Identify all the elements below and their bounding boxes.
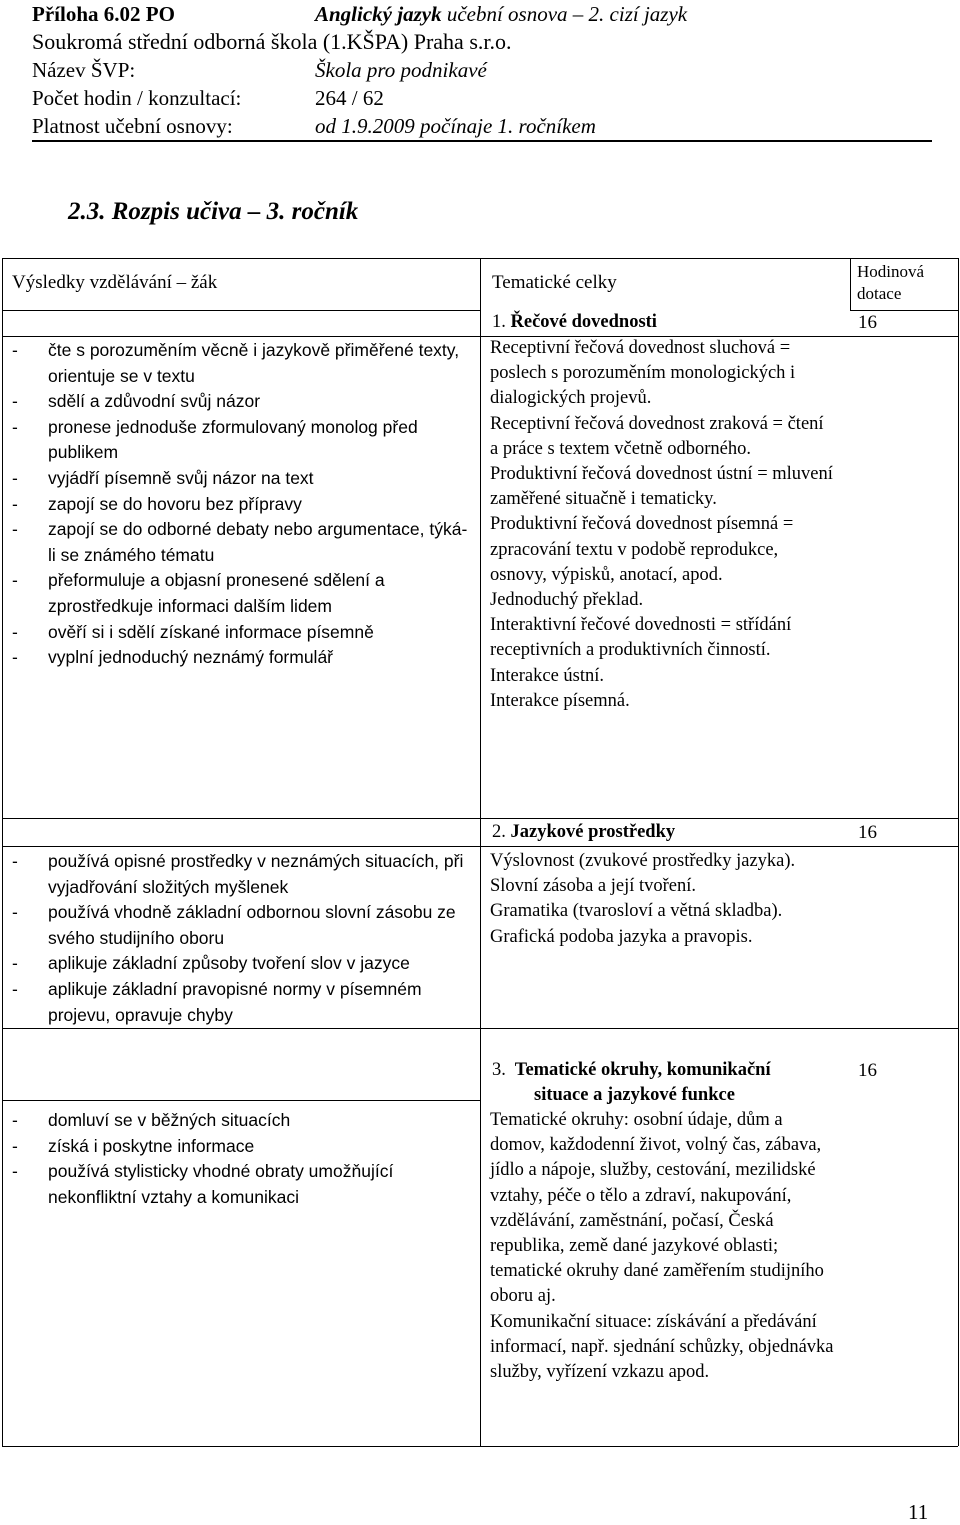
unit-3-name-line1: Tematické okruhy, komunikační bbox=[514, 1060, 771, 1080]
unit-1-number: 1. bbox=[492, 312, 506, 332]
column-divider-2 bbox=[850, 258, 851, 310]
row1-top-left bbox=[2, 336, 480, 337]
list-item: - domluví se v běžných situacích bbox=[12, 1108, 474, 1134]
list-item: - aplikuje základní způsoby tvoření slov v jazyce bbox=[12, 951, 474, 977]
header-hours-line1: Hodinová bbox=[857, 262, 925, 281]
unit-3-name-line2: situace a jazykové funkce bbox=[534, 1085, 735, 1105]
column-divider-1 bbox=[480, 258, 481, 1446]
table-bottom-border bbox=[2, 1446, 958, 1447]
unit-2-content bbox=[490, 849, 836, 950]
header-hours bbox=[857, 261, 924, 305]
unit-2-outcomes bbox=[12, 849, 474, 1028]
subject-description: učební osnova – 2. cizí jazyk bbox=[441, 2, 688, 26]
unit-3-outcomes bbox=[12, 1108, 474, 1210]
unit-3-number: 3. bbox=[492, 1060, 506, 1080]
hours-label: Počet hodin / konzultací: bbox=[32, 86, 242, 110]
validity-label: Platnost učební osnovy: bbox=[32, 114, 233, 138]
content-paragraph: Receptivní řečová dovednost sluchová = poslech s porozuměním monologických i dialogických projevů. bbox=[490, 338, 796, 409]
list-item: - používá opisné prostředky v neznámých situacích, při vyjadřování složitých myšlenek bbox=[12, 849, 474, 900]
content-paragraph: Produktivní řečová dovednost ústní = mluvení zaměřené situačně i tematicky. bbox=[490, 464, 833, 510]
content-paragraph: Komunikační situace: získávání a předávání informací, např. sjednání schůzky, objednávka služby, vyřízení vzkazu apod. bbox=[490, 1311, 834, 1383]
list-item: - přeformuluje a objasní pronesené sdělení a zprostředkuje informaci dalším lidem bbox=[12, 568, 474, 619]
validity-value: od 1.9.2009 počínaje 1. ročníkem bbox=[315, 114, 596, 138]
unit-2-hours: 16 bbox=[858, 822, 877, 843]
list-item: - používá stylisticky vhodné obraty umožňující nekonfliktní vztahy a komunikaci bbox=[12, 1159, 474, 1210]
row2-top-right bbox=[480, 846, 958, 847]
page-number: 11 bbox=[908, 1500, 929, 1524]
list-item: - čte s porozuměním věcně i jazykově přiměřené texty, orientuje se v textu bbox=[12, 338, 474, 389]
content-paragraph: Interakce ústní. bbox=[490, 665, 605, 686]
content-paragraph: Jednoduchý překlad. bbox=[490, 590, 644, 611]
content-paragraph: Produktivní řečová dovednost písemná = zpracování textu v podobě reprodukce, osnovy, výpisků, anotací, apod. bbox=[490, 514, 794, 585]
unit-2-name: Jazykové prostředky bbox=[510, 822, 676, 842]
list-item: - ověří si i sdělí získané informace písemně bbox=[12, 620, 474, 646]
unit-3-hours: 16 bbox=[858, 1060, 877, 1081]
list-item: - pronese jednoduše zformulovaný monolog před publikem bbox=[12, 415, 474, 466]
content-paragraph: Grafická podoba jazyka a pravopis. bbox=[490, 926, 753, 947]
content-paragraph: Receptivní řečová dovednost zraková = čtení a práce s textem včetně odborného. bbox=[490, 413, 824, 459]
unit-2-number: 2. bbox=[492, 822, 506, 842]
list-item: - zapojí se do odborné debaty nebo argumentace, týká-li se známého tématu bbox=[12, 517, 474, 568]
content-paragraph: Slovní zásoba a její tvoření. bbox=[490, 876, 697, 897]
list-item: - aplikuje základní pravopisné normy v písemném projevu, opravuje chyby bbox=[12, 977, 474, 1028]
row3-top-left bbox=[2, 1100, 480, 1101]
table-right-border bbox=[958, 258, 959, 1446]
content-paragraph: Interaktivní řečové dovednosti = střídání receptivních a produktivních činností. bbox=[490, 615, 792, 661]
content-paragraph: Interakce písemná. bbox=[490, 690, 630, 711]
svp-value: Škola pro podnikavé bbox=[315, 58, 487, 82]
school-name: Soukromá střední odborná škola (1.KŠPA) Praha s.r.o. bbox=[32, 29, 512, 54]
list-item: - vyplní jednoduchý neznámý formulář bbox=[12, 645, 474, 671]
content-paragraph: Výslovnost (zvukové prostředky jazyka). bbox=[490, 851, 796, 871]
hours-value: 264 / 62 bbox=[315, 86, 384, 110]
svp-label: Název ŠVP: bbox=[32, 58, 136, 82]
unit-1-hours: 16 bbox=[858, 312, 877, 333]
attachment-label: Příloha 6.02 PO bbox=[32, 2, 175, 26]
header-outcomes: Výsledky vzdělávání – žák bbox=[12, 272, 218, 293]
table-left-border bbox=[2, 258, 3, 1446]
unit-3-title bbox=[492, 1058, 842, 1108]
content-paragraph: Gramatika (tvarosloví a větná skladba). bbox=[490, 901, 783, 922]
section-title: 2.3. Rozpis učiva – 3. ročník bbox=[68, 198, 359, 225]
row2-top-left bbox=[2, 846, 480, 847]
unit-1-outcomes bbox=[12, 338, 474, 671]
list-item: - sdělí a zdůvodní svůj názor bbox=[12, 389, 474, 415]
header-hours-line2: dotace bbox=[857, 284, 902, 303]
list-item: - používá vhodně základní odbornou slovní zásobu ze svého studijního oboru bbox=[12, 900, 474, 951]
header-bottom-left bbox=[2, 310, 480, 311]
list-item: - zapojí se do hovoru bez přípravy bbox=[12, 492, 474, 518]
subject-name: Anglický jazyk bbox=[315, 2, 442, 26]
unit-2-title bbox=[492, 820, 675, 845]
unit-1-name: Řečové dovednosti bbox=[510, 312, 657, 332]
header-topics: Tematické celky bbox=[492, 272, 617, 293]
unit-1-content bbox=[490, 336, 836, 714]
unit-1-title bbox=[492, 310, 657, 335]
content-paragraph: Tematické okruhy: osobní údaje, dům a domov, každodenní život, volný čas, zábava, jídlo a nápoje, služby, cestování, mezilidské vztahy, péče o tělo a zdraví, nakupování, vzdělávání, zaměstnání, počasí, Česká republika, země dané jazykové oblasti; tematické okruhy dané zaměřením studijního oboru aj. bbox=[490, 1110, 824, 1307]
unit-3-content bbox=[490, 1108, 836, 1385]
list-item: - získá i poskytne informace bbox=[12, 1134, 474, 1160]
list-item: - vyjádří písemně svůj názor na text bbox=[12, 466, 474, 492]
